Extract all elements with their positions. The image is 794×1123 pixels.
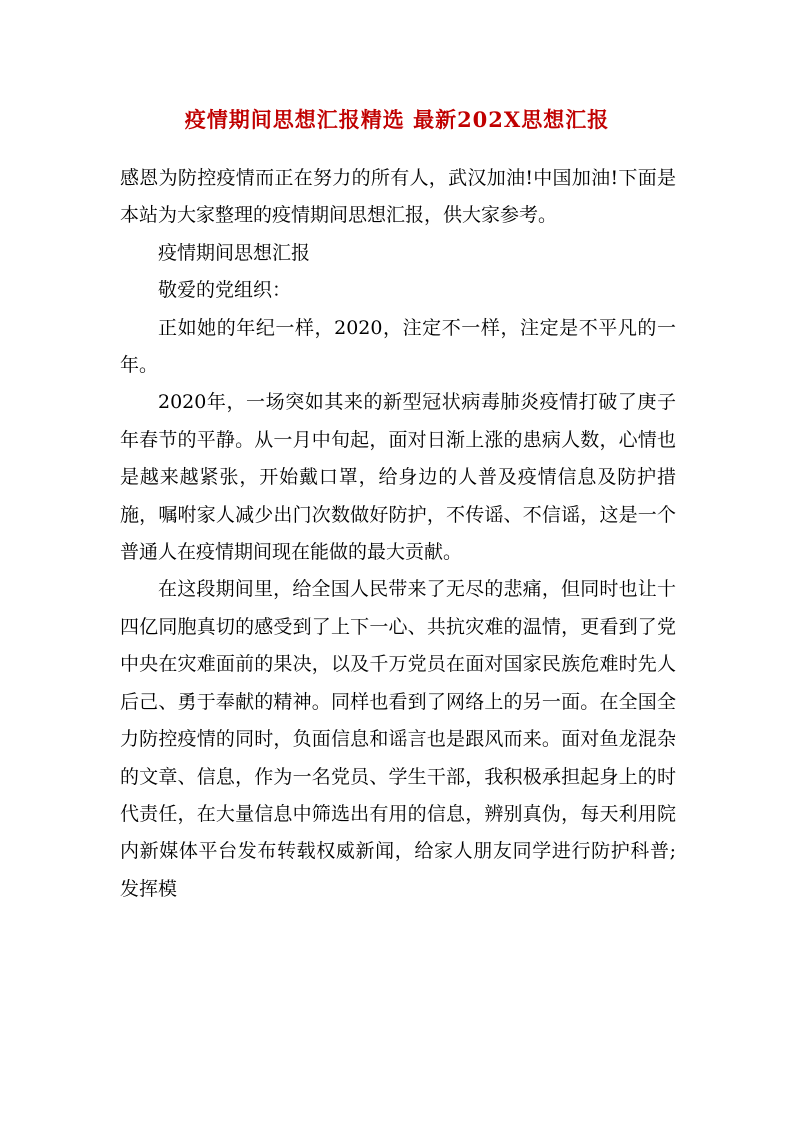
paragraph: 感恩为防控疫情而正在努力的所有人，武汉加油!中国加油!下面是本站为大家整理的疫情期间思想汇报，供大家参考。 (120, 167, 676, 227)
paragraph: 2020年，一场突如其来的新型冠状病毒肺炎疫情打破了庚子年春节的平静。从一月中旬起，面对日渐上涨的患病人数，心情也是越来越紧张，开始戴口罩，给身边的人普及疫情信息及防护措施，嘱咐家人减少出门次数做好防护，不传谣、不信谣，这是一个普通人在疫情期间现在能做的最大贡献。 (120, 391, 676, 564)
document-body (120, 160, 676, 908)
paragraph: 敬爱的党组织： (158, 279, 292, 302)
paragraph: 在这段期间里，给全国人民带来了无尽的悲痛，但同时也让十四亿同胞真切的感受到了上下一心、共抗灾难的温情，更看到了党中央在灾难面前的果决，以及千万党员在面对国家民族危难时先人后己、勇于奉献的精神。同样也看到了网络上的另一面。在全国全力防控疫情的同时，负面信息和谣言也是跟风而来。面对鱼龙混杂的文章、信息，作为一名党员、学生干部，我积极承担起身上的时代责任，在大量信息中筛选出有用的信息，辨别真伪，每天利用院内新媒体平台发布转载权威新闻，给家人朋友同学进行防护科普;发挥模 (120, 578, 676, 900)
paragraph: 疫情期间思想汇报 (158, 241, 311, 264)
document-title: 疫情期间思想汇报精选 最新202X思想汇报 (184, 107, 610, 132)
paragraph: 正如她的年纪一样，2020，注定不一样，注定是不平凡的一年。 (120, 316, 676, 377)
